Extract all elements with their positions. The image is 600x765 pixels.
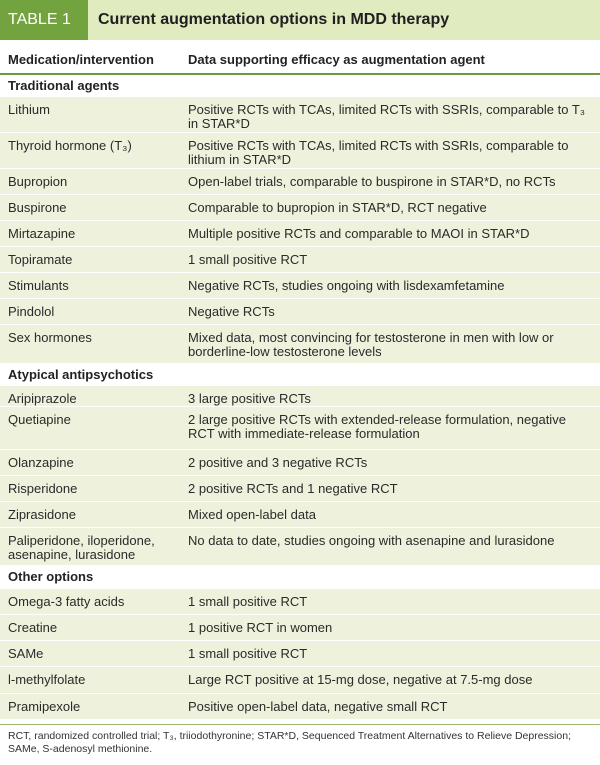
table-row — [0, 528, 600, 566]
efficacy-data-cell: Open-label trials, comparable to buspirone in STAR*D, no RCTs — [188, 174, 556, 189]
table-row — [0, 195, 600, 221]
column-header-medication: Medication/intervention — [8, 52, 154, 67]
table-row — [0, 615, 600, 641]
efficacy-data-cell: Positive RCTs with TCAs, limited RCTs with SSRIs, comparable to lithium in STAR*D — [188, 138, 569, 167]
table-row — [0, 299, 600, 325]
efficacy-data-cell: Mixed open-label data — [188, 507, 316, 522]
efficacy-data-cell: Negative RCTs — [188, 304, 275, 319]
table-row — [0, 694, 600, 720]
efficacy-data-cell: Multiple positive RCTs and comparable to MAOI in STAR*D — [188, 226, 530, 241]
medication-cell: Pramipexole — [8, 699, 81, 714]
section-heading-label: Traditional agents — [8, 78, 120, 93]
table-row — [0, 133, 600, 169]
table-row — [0, 247, 600, 273]
section-heading — [0, 75, 600, 97]
table-row — [0, 667, 600, 694]
table-row — [0, 476, 600, 502]
medication-cell: Creatine — [8, 620, 58, 635]
efficacy-data-cell: No data to date, studies ongoing with asenapine and lurasidone — [188, 533, 555, 548]
table-row — [0, 641, 600, 667]
table-row — [0, 502, 600, 528]
column-header-data: Data supporting efficacy as augmentation agent — [188, 52, 485, 67]
table-row — [0, 589, 600, 615]
table-row — [0, 169, 600, 195]
efficacy-data-cell: Mixed data, most convincing for testosterone in men with low or borderline-low testosterone levels — [188, 330, 554, 359]
medication-cell: Risperidone — [8, 481, 78, 496]
table-row — [0, 97, 600, 133]
medication-cell: Lithium — [8, 102, 50, 117]
column-header-row — [0, 46, 600, 72]
medication-cell: Bupropion — [8, 174, 68, 189]
table-row — [0, 221, 600, 247]
medication-cell: Ziprasidone — [8, 507, 76, 522]
table-row — [0, 325, 600, 364]
medication-cell: Omega-3 fatty acids — [8, 594, 125, 609]
efficacy-data-cell: Positive open-label data, negative small RCT — [188, 699, 448, 714]
medication-cell: Thyroid hormone (T₃) — [8, 138, 132, 153]
medication-cell: Sex hormones — [8, 330, 92, 345]
medication-cell: Topiramate — [8, 252, 73, 267]
medication-cell: Pindolol — [8, 304, 55, 319]
table-bottom-divider — [0, 724, 600, 725]
efficacy-data-cell: Large RCT positive at 15-mg dose, negative at 7.5-mg dose — [188, 672, 533, 687]
efficacy-data-cell: Positive RCTs with TCAs, limited RCTs with SSRIs, comparable to T₃ in STAR*D — [188, 102, 586, 131]
row-separator — [0, 719, 600, 720]
efficacy-data-cell: 3 large positive RCTs — [188, 391, 311, 406]
table-footnote: RCT, randomized controlled trial; T₃, triiodothyronine; STAR*D, Sequenced Treatment Alternatives to Relieve Depression; SAMe, S-adenosyl methionine. — [8, 730, 571, 755]
efficacy-data-cell: 2 positive RCTs and 1 negative RCT — [188, 481, 398, 496]
section-heading — [0, 364, 600, 386]
medication-cell: Olanzapine — [8, 455, 74, 470]
efficacy-data-cell: Negative RCTs, studies ongoing with lisdexamfetamine — [188, 278, 505, 293]
efficacy-data-cell: 1 small positive RCT — [188, 646, 308, 661]
efficacy-data-cell: 2 positive and 3 negative RCTs — [188, 455, 368, 470]
medication-cell: Aripiprazole — [8, 391, 77, 406]
efficacy-data-cell: 1 positive RCT in women — [188, 620, 333, 635]
medication-cell: Paliperidone, iloperidone, asenapine, lurasidone — [8, 533, 155, 562]
efficacy-data-cell: 1 small positive RCT — [188, 594, 308, 609]
table-row — [0, 450, 600, 476]
table-number-label: TABLE 1 — [0, 0, 88, 40]
efficacy-data-cell: Comparable to bupropion in STAR*D, RCT negative — [188, 200, 487, 215]
table-row — [0, 273, 600, 299]
table-row — [0, 407, 600, 450]
medication-cell: Mirtazapine — [8, 226, 76, 241]
table-title-bar — [0, 0, 600, 40]
medication-cell: l-methylfolate — [8, 672, 86, 687]
section-heading-label: Other options — [8, 569, 94, 584]
section-heading-label: Atypical antipsychotics — [8, 367, 154, 382]
efficacy-data-cell: 2 large positive RCTs with extended-release formulation, negative RCT with immediate-release formulation — [188, 412, 566, 441]
table-body — [0, 75, 600, 720]
medication-cell: Quetiapine — [8, 412, 71, 427]
efficacy-data-cell: 1 small positive RCT — [188, 252, 308, 267]
table-row — [0, 386, 600, 407]
medication-cell: SAMe — [8, 646, 44, 661]
medication-cell: Stimulants — [8, 278, 69, 293]
table-title: Current augmentation options in MDD therapy — [88, 0, 600, 40]
section-heading — [0, 566, 600, 589]
medication-cell: Buspirone — [8, 200, 67, 215]
